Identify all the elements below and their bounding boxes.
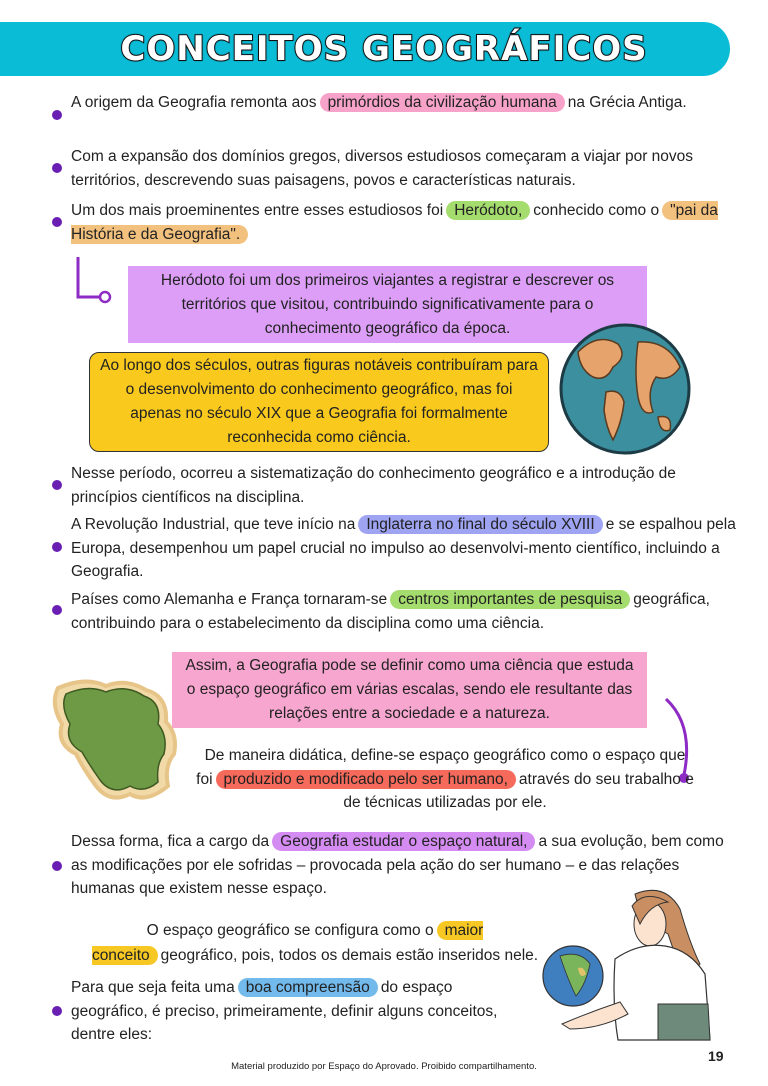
text: conhecido como o [533, 202, 660, 219]
herodoto-box: Heródoto foi um dos primeiros viajantes a registrar e descrever os territórios que visitou, contribuindo significativamente para o conhecimento geográfico da época. [128, 266, 647, 343]
bullet-dot [52, 163, 62, 173]
text: Um dos mais proeminentes entre esses estudiosos foi [71, 202, 444, 219]
highlight: produzido e modificado pelo ser humano, [216, 770, 516, 789]
highlight: Inglaterra no final do século XVIII [358, 515, 602, 534]
text: O espaço geográfico se configura como o [146, 922, 434, 939]
bullet-dot [52, 542, 62, 552]
bullet-4: Nesse período, ocorreu a sistematização do conhecimento geográfico e a introdução de princípios científicos na disciplina. [71, 465, 676, 506]
text: A Revolução Industrial, que teve início na [71, 516, 356, 533]
bullet-dot [52, 110, 62, 120]
didatica-paragraph [195, 744, 695, 815]
seculos-box: Ao longo dos séculos, outras figuras notáveis contribuíram para o desenvolvimento do conhecimento geográfico, mas foi apenas no século XIX que a Geografia foi formalmente reconhecida como ciência. [89, 352, 549, 452]
teacher-with-globe-illustration [540, 884, 725, 1044]
highlight: primórdios da civilização humana [320, 93, 565, 112]
bullet-dot [52, 217, 62, 227]
bullet-8 [71, 976, 521, 1047]
highlight: boa compreensão [238, 978, 378, 997]
bullet-6 [71, 588, 741, 635]
text: através do seu trabalho e de técnicas utilizadas por ele. [343, 770, 694, 811]
highlight: Geografia estudar o espaço natural, [272, 832, 535, 851]
bullet-dot [52, 480, 62, 490]
text: Países como Alemanha e França tornaram-se [71, 591, 388, 608]
text: geográfico, pois, todos os demais estão inseridos nele. [160, 947, 539, 964]
text: Para que seja feita uma [71, 979, 235, 996]
highlight: "pai da História e da Geografia". [71, 202, 718, 243]
bullet-dot [52, 1006, 62, 1016]
text: e se espalhou pela Europa, desempenhou um papel crucial no impulso ao desenvolvi-mento científico, incluindo a Geografia. [71, 516, 736, 580]
bullet-1 [71, 91, 741, 115]
definicao-box: Assim, a Geografia pode se definir como uma ciência que estuda o espaço geográfico em várias escalas, sendo ele resultante das relações entre a sociedade e a natureza. [172, 652, 647, 728]
footer-text: Material produzido por Espaço do Aprovado. Proibido compartilhamento. [231, 1061, 537, 1072]
conceito-paragraph [80, 918, 550, 968]
bullet-2: Com a expansão dos domínios gregos, diversos estudiosos começaram a viajar por novos territórios, descrevendo suas paisagens, povos e características naturais. [71, 148, 694, 189]
bullet-3 [71, 199, 741, 246]
bullet-dot [52, 605, 62, 615]
text: geográfica, contribuindo para o estabelecimento da disciplina como uma ciência. [71, 591, 710, 632]
highlight: maior conceito [91, 922, 484, 964]
globe-illustration [558, 322, 692, 456]
connector-line-icon [70, 255, 120, 305]
text: na Grécia Antiga. [567, 94, 687, 111]
text: do espaço geográfico, é preciso, primeiramente, definir alguns conceitos, dentre eles: [71, 979, 498, 1043]
highlight: centros importantes de pesquisa [390, 590, 630, 609]
bullet-5 [71, 513, 741, 584]
text: De maneira didática, define-se espaço geográfico como o espaço que foi [196, 747, 686, 788]
text: a sua evolução, bem como as modificações por ele sofridas – provocada pela ação do ser humano – e das relações humanas que existem nesse espaço. [71, 833, 724, 897]
bullet-dot [52, 861, 62, 871]
text: Dessa forma, fica a cargo da [71, 833, 270, 850]
highlight: Heródoto, [446, 201, 530, 220]
page-number: 19 [708, 1048, 724, 1064]
map-territory-illustration [46, 674, 186, 808]
page-title: CONCEITOS GEOGRÁFICOS [120, 29, 648, 69]
text: A origem da Geografia remonta aos [71, 94, 317, 111]
